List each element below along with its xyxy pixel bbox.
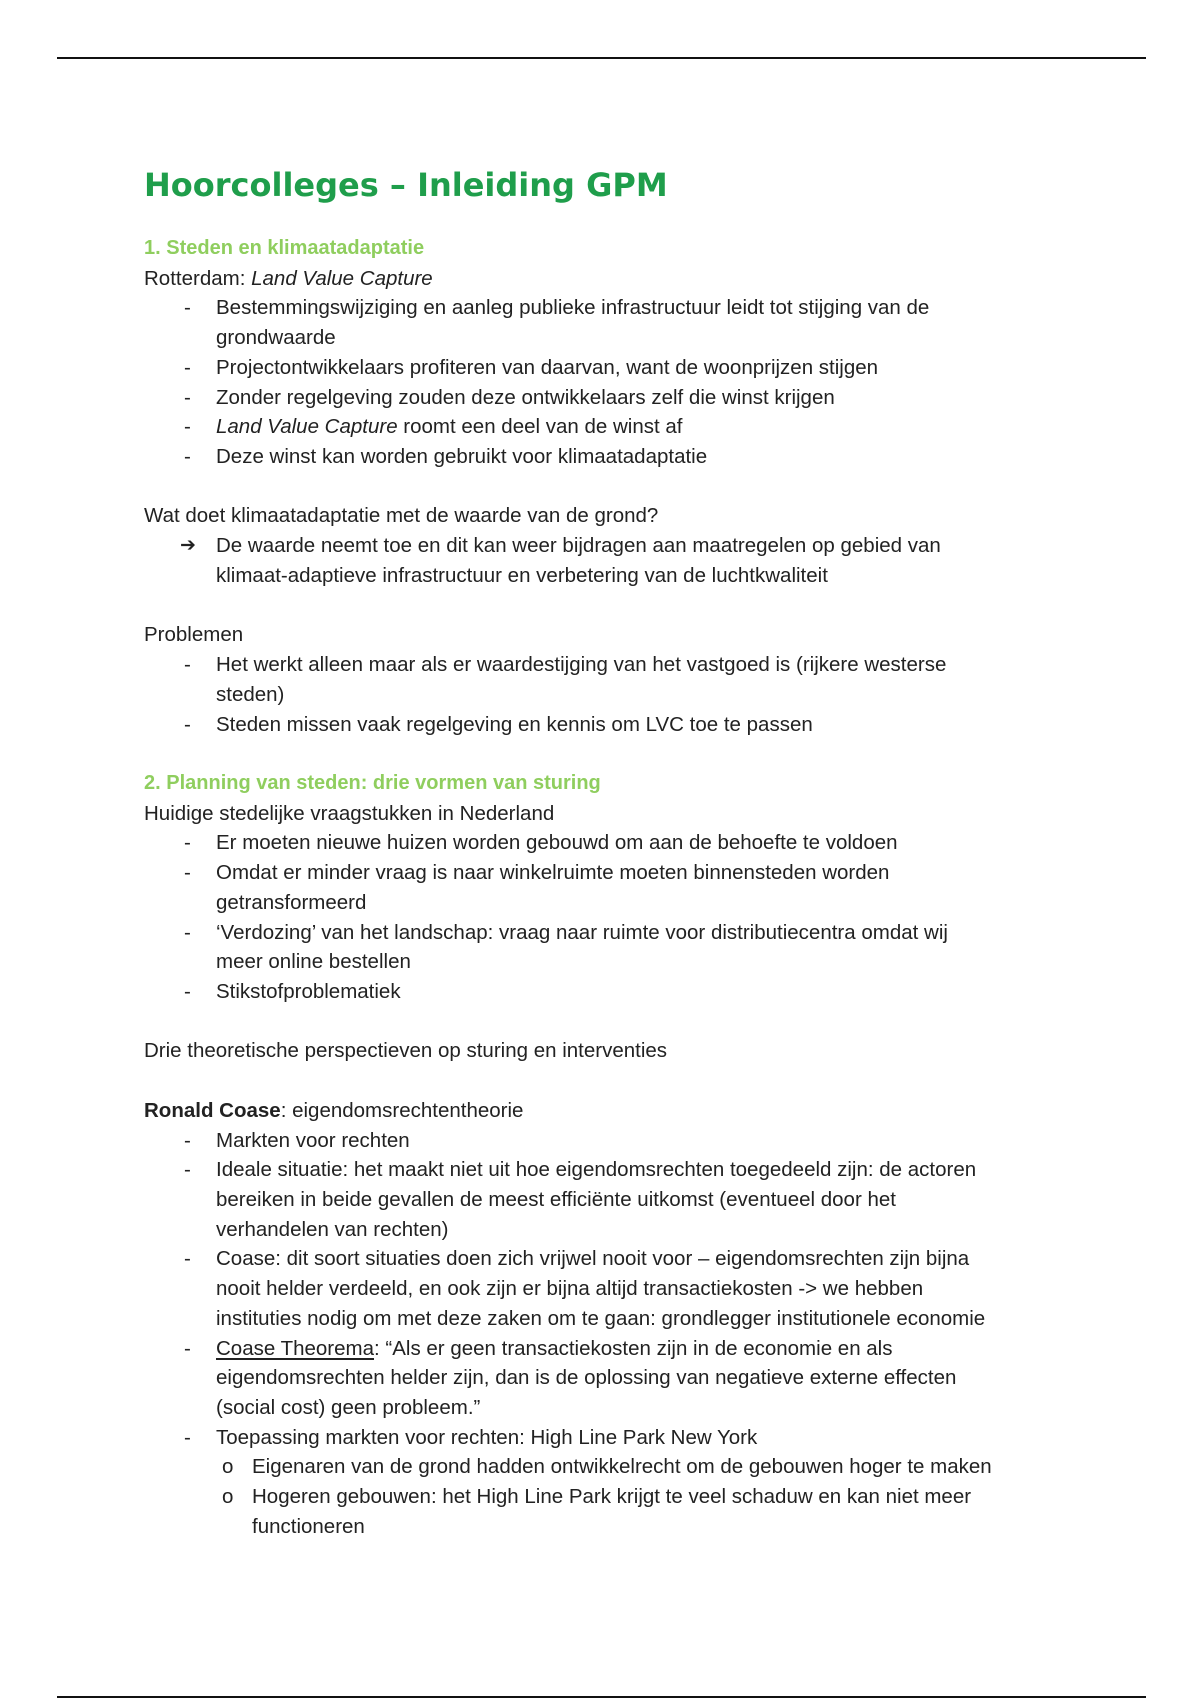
item-line: steden) (216, 682, 285, 706)
arrow-icon: ➔ (180, 534, 196, 557)
item-line: bereiken in beide gevallen de meest efficiënte uitkomst (eventueel door het (216, 1188, 896, 1211)
item-emphasis: Land Value Capture (216, 415, 398, 439)
dash-marker: - (184, 712, 191, 736)
item-term: Coase Theorema (216, 1336, 375, 1360)
item-line: Eigenaren van de grond hadden ontwikkelrecht om de gebouwen hoger te maken (252, 1455, 992, 1479)
item-line: De waarde neemt toe en dit kan weer bijdragen aan maatregelen op gebied van (216, 534, 941, 558)
answer-item (144, 531, 1144, 590)
dash-marker: - (184, 1128, 191, 1152)
list-item (144, 710, 1144, 740)
sub-list-item (216, 1482, 1144, 1541)
item-line: Coase: dit soort situaties doen zich vrijwel nooit voor – eigendomsrechten zijn bijna (216, 1247, 970, 1271)
item-text: : “Als er geen transactiekosten zijn in de economie en als (374, 1336, 893, 1360)
item-line: meer online bestellen (216, 950, 411, 974)
item-line: Er moeten nieuwe huizen worden gebouwd om aan de behoefte te voldoen (216, 831, 898, 855)
theory-label: : eigendomsrechtentheorie (280, 1098, 524, 1122)
question-text: Wat doet klimaatadaptatie met de waarde van de grond? (144, 504, 659, 528)
section-heading: 2. Planning van steden: drie vormen van sturing (144, 771, 601, 794)
list-item (144, 918, 1144, 977)
item-line: verhandelen van rechten) (216, 1217, 449, 1241)
dash-marker: - (184, 296, 191, 320)
page-bottom-rule (57, 1696, 1146, 1698)
list-item (144, 353, 1144, 383)
list-item (144, 412, 1144, 442)
circle-marker: o (222, 1485, 234, 1509)
theory-heading (144, 1096, 1144, 1126)
intro-line (144, 264, 1144, 294)
list-item (144, 858, 1144, 917)
list-item (144, 1244, 1144, 1333)
dash-marker: - (184, 355, 191, 379)
item-line: Bestemmingswijziging en aanleg publieke infrastructuur leidt tot stijging van de (216, 296, 930, 320)
dash-marker: - (184, 653, 191, 677)
bullet-list (144, 293, 1144, 471)
item-line: Ideale situatie: het maakt niet uit hoe eigendomsrechten toegedeeld zijn: de actoren (216, 1158, 977, 1182)
item-line: Markten voor rechten (216, 1128, 410, 1152)
item-line: nooit helder verdeeld, en ook zijn er bijna altijd transactiekosten -> we hebben (216, 1277, 924, 1301)
item-line: Stikstofproblematiek (216, 979, 401, 1003)
dash-marker: - (184, 861, 191, 885)
dash-marker: - (184, 1425, 191, 1449)
dash-marker: - (184, 415, 191, 439)
dash-marker: - (184, 920, 191, 944)
intro-label: Rotterdam: (144, 266, 252, 290)
problems-list (144, 650, 1144, 739)
item-line: Hogeren gebouwen: het High Line Park krijgt te veel schaduw en kan niet meer (252, 1485, 972, 1509)
item-line: Deze winst kan worden gebruikt voor klimaatadaptatie (216, 445, 708, 469)
list-item (144, 650, 1144, 709)
item-line: Toepassing markten voor rechten: High Line Park New York (216, 1425, 758, 1449)
circle-marker: o (222, 1455, 234, 1479)
item-line: Omdat er minder vraag is naar winkelruimte moeten binnensteden worden (216, 861, 890, 885)
section-steden-klimaatadaptatie (144, 234, 1144, 739)
list-item (144, 977, 1144, 1007)
list-item (144, 1155, 1144, 1244)
item-line (216, 412, 1144, 442)
item-line: (social cost) geen probleem.” (216, 1396, 481, 1420)
item-text: roomt een deel van de winst af (397, 415, 683, 439)
perspectives-text: Drie theoretische perspectieven op sturing en interventies (144, 1039, 668, 1063)
dash-marker: - (184, 385, 191, 409)
list-item (144, 1423, 1144, 1542)
section-heading: 1. Steden en klimaatadaptatie (144, 237, 425, 259)
list-item (144, 1126, 1144, 1156)
item-line (216, 1334, 1144, 1364)
document-title: Hoorcolleges – Inleiding GPM (144, 166, 668, 204)
theory-list (144, 1126, 1144, 1542)
list-item (144, 383, 1144, 413)
list-item (144, 1334, 1144, 1423)
item-line: klimaat-adaptieve infrastructuur en verbetering van de luchtkwaliteit (216, 563, 828, 587)
theory-name: Ronald Coase (144, 1098, 281, 1122)
item-line: Het werkt alleen maar als er waardestijging van het vastgoed is (rijkere westerse (216, 653, 947, 677)
item-line: functioneren (252, 1514, 365, 1538)
list-item (144, 828, 1144, 858)
intro-line: Huidige stedelijke vraagstukken in Nederland (144, 801, 555, 825)
item-line: getransformeerd (216, 890, 367, 914)
dash-marker: - (184, 1158, 191, 1182)
item-line: Steden missen vaak regelgeving en kennis om LVC toe te passen (216, 712, 813, 736)
dash-marker: - (184, 445, 191, 469)
item-line: ‘Verdozing’ van het landschap: vraag naar ruimte voor distributiecentra omdat wij (216, 920, 948, 944)
item-line: eigendomsrechten helder zijn, dan is de oplossing van negatieve externe effecten (216, 1366, 957, 1390)
item-line: Projectontwikkelaars profiteren van daarvan, want de woonprijzen stijgen (216, 355, 879, 379)
item-line: grondwaarde (216, 326, 336, 350)
list-item (144, 442, 1144, 472)
dash-marker: - (184, 1336, 191, 1360)
item-line: Zonder regelgeving zouden deze ontwikkelaars zelf die winst krijgen (216, 385, 835, 409)
item-line: instituties nodig om met deze zaken om te gaan: grondlegger institutionele economie (216, 1306, 986, 1330)
dash-marker: - (184, 1247, 191, 1271)
intro-emphasis: Land Value Capture (251, 266, 433, 290)
dash-marker: - (184, 831, 191, 855)
problems-label: Problemen (144, 623, 244, 647)
list-item (144, 293, 1144, 352)
document-body (144, 234, 1144, 1542)
page-top-rule (57, 57, 1146, 59)
sub-list-item (216, 1452, 1144, 1482)
dash-marker: - (184, 979, 191, 1003)
section-planning-van-steden (144, 769, 1144, 1542)
bullet-list (144, 828, 1144, 1006)
